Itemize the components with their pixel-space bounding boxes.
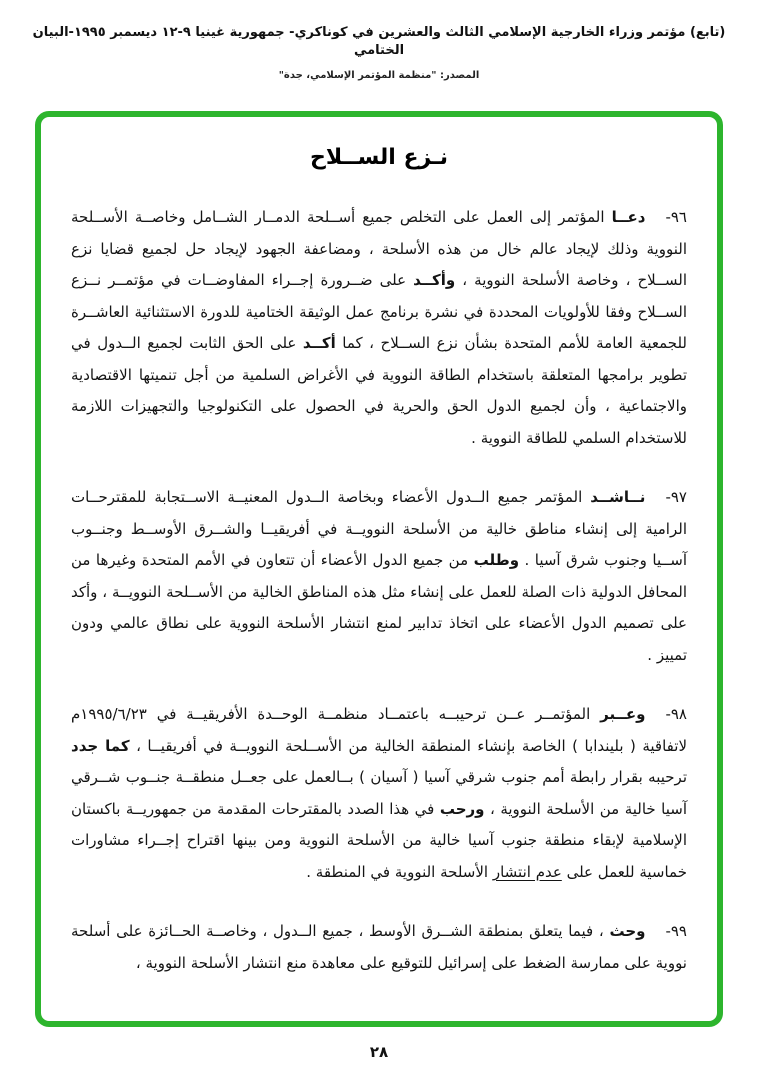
paragraph-number: ٩٩- [665, 922, 687, 941]
text-segment: وحث [609, 922, 646, 941]
paragraph-٩٦ [71, 202, 687, 454]
paragraph-number: ٩٧- [665, 488, 687, 507]
page-number: ٢٨ [369, 1043, 389, 1062]
text-segment: وأكــد [413, 271, 456, 290]
text-segment: ، فيما يتعلق بمنطقة الشــرق الأوسط ، جميع الــدول ، وخاصــة الحــائزة على أسلحة نووية على ممارسة الضغط على إسرائيل للتوقيع على معاهدة منع انتشار الأسلحة النووية ، [71, 922, 687, 972]
text-segment: كما جدد [71, 736, 130, 755]
text-segment: المؤتمر جميع الــدول الأعضاء وبخاصة الــدول المعنيــة الاســتجابة للمقترحــات الرامية إلى إنشاء مناطق خالية من الأسلحة النوويــة في أفريقيــا والشــرق الأوســط وجنــوب آســيا وجنوب شرق آسيا . [71, 488, 687, 570]
paragraph-٩٧ [71, 482, 687, 671]
text-segment: دعــا [611, 208, 646, 227]
content-frame [35, 111, 723, 1027]
text-segment: وعــبر [600, 705, 646, 724]
text-segment: ورحب [439, 799, 485, 818]
text-segment: من جميع الدول الأعضاء أن تتعاون في الأمم المتحدة وغيرها من المحافل الدولية ذات الصلة للعمل على إنشاء مثل هذه المناطق الخالية من الأســلحة النوويــة ، وأكد على تصميم الدول الأعضاء على اتخاذ تدابير لمنع انتشار الأسلحة النووية على نطاق عالمي ودون تمييز . [71, 551, 687, 664]
section-title: نـزع الســلاح [310, 145, 448, 171]
paragraphs-container [71, 202, 687, 979]
document-header [0, 0, 758, 81]
text-segment: المؤتمر إلى العمل على التخلص جميع أســلحة الدمــار الشــامل وخاصــة الأســلحة النووية وذلك لإيجاد عالم خال من هذه الأسلحة ، ومضاعفة الجهود لإيجاد حل لجميع قضايا نزع الســلاح ، وخاصة الأسلحة النووية ، [71, 208, 688, 290]
text-segment: الأسلحة النووية في المنطقة . [306, 862, 493, 881]
text-segment: ترحيبه بقرار رابطة أمم جنوب شرقي آسيا ( آسيان ) بــالعمل على جعــل منطقــة جنــوب شــرقي آسيا خالية من الأسلحة النووية ، [71, 768, 688, 818]
text-segment: على ضــرورة إجــراء المفاوضــات في مؤتمــر نــزع الســلاح وفقا للأولويات المحددة في نشرة برنامج عمل الوثيقة الختامية للدورة الاستثنائية العاشــرة للجمعية العامة للأمم المتحدة بشأن نزع الســلاح ، كما [71, 271, 687, 353]
text-segment: المؤتمــر عــن ترحيبــه باعتمــاد منظمــة الوحــدة الأفريقيــة في ١٩٩٥/٦/٢٣م لاتفاقية ( بليندابا ) الخاصة بإنشاء المنطقة الخالية من الأســلحة النوويــة في أفريقيــا ، [71, 705, 687, 755]
paragraph-number: ٩٦- [665, 208, 687, 227]
text-segment: أكــد [302, 334, 336, 353]
text-segment: في هذا الصدد بالمقترحات المقدمة من جمهوريــة باكستان الإسلامية لإبقاء منطقة جنوب آسيا خالية من الأسلحة النووية ومن بينها اقتراح إجــراء مشاورات خماسية للعمل على [71, 799, 687, 881]
paragraph-٩٩ [71, 916, 687, 979]
paragraph-number: ٩٨- [665, 705, 687, 724]
text-segment: نــاشــد [590, 488, 646, 507]
header-source: المصدر: "منظمة المؤتمر الإسلامي، جدة" [278, 70, 480, 82]
text-segment: عدم انتشار [492, 862, 562, 881]
header-title: (تابع) مؤتمر وزراء الخارجية الإسلامي الثالث والعشرين في كوناكري- جمهورية غينيا ٩-١٢ ديسمبر ١٩٩٥-البيان الختامي [32, 25, 726, 59]
text-segment: على الحق الثابت لجميع الــدول في تطوير برامجها المتعلقة باستخدام الطاقة النووية في الأغراض السلمية من أجل تنميتها الاقتصادية والاجتماعية ، وأن لجميع الدول الحق والحرية في الحصول على التكنولوجيا والتجهيزات اللازمة للاستخدام السلمي للطاقة النووية . [71, 334, 687, 447]
paragraph-٩٨ [71, 699, 687, 888]
text-segment: وطلب [473, 551, 520, 570]
